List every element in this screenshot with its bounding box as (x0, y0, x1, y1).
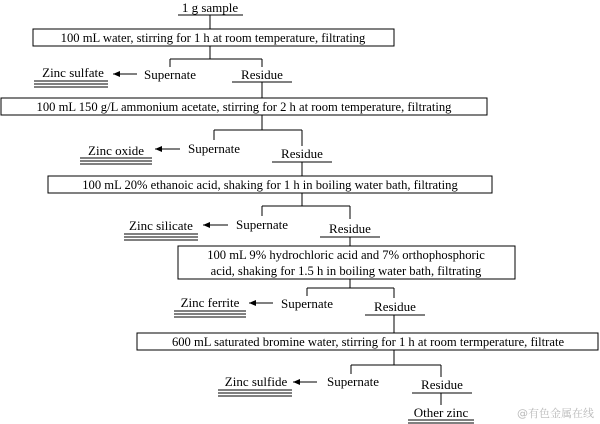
step-5-line-1: 600 mL saturated bromine water, stirring for 1 h at room termperature, filtrate (171, 335, 565, 349)
final-label: Other zinc (413, 405, 469, 420)
step-4-supernate-label: Supernate (281, 296, 333, 311)
step-1-residue-label: Residue (241, 67, 283, 82)
sample-label: 1 g sample (181, 0, 239, 15)
step-5-residue-label: Residue (421, 377, 463, 392)
watermark: @有色金属在线 (517, 407, 594, 420)
step-5-supernate-label: Supernate (327, 374, 379, 389)
step-2-residue-label: Residue (281, 146, 323, 161)
step-1-line-1: 100 mL water, stirring for 1 h at room temperature, filtrating (60, 31, 366, 45)
step-4-line-2: acid, shaking for 1.5 h in boiling water bath, filtrating (210, 264, 482, 278)
step-3-supernate-label: Supernate (236, 217, 288, 232)
step-2-supernate-label: Supernate (188, 141, 240, 156)
step-3-residue-label: Residue (329, 221, 371, 236)
step-2-product-label: Zinc oxide (88, 143, 144, 158)
step-4-line-1: 100 mL 9% hydrochloric acid and 7% orthophosphoric (207, 248, 485, 262)
step-2-line-1: 100 mL 150 g/L ammonium acetate, stirring for 2 h at room temperature, filtrating (36, 100, 452, 114)
step-4-residue-label: Residue (374, 299, 416, 314)
step-1-product-label: Zinc sulfate (42, 65, 104, 80)
step-3-line-1: 100 mL 20% ethanoic acid, shaking for 1 h in boiling water bath, filtrating (82, 178, 458, 192)
step-1-supernate-label: Supernate (144, 67, 196, 82)
step-4-product-label: Zinc ferrite (180, 295, 240, 310)
step-3-product-label: Zinc silicate (129, 218, 193, 233)
step-5-product-label: Zinc sulfide (224, 374, 288, 389)
